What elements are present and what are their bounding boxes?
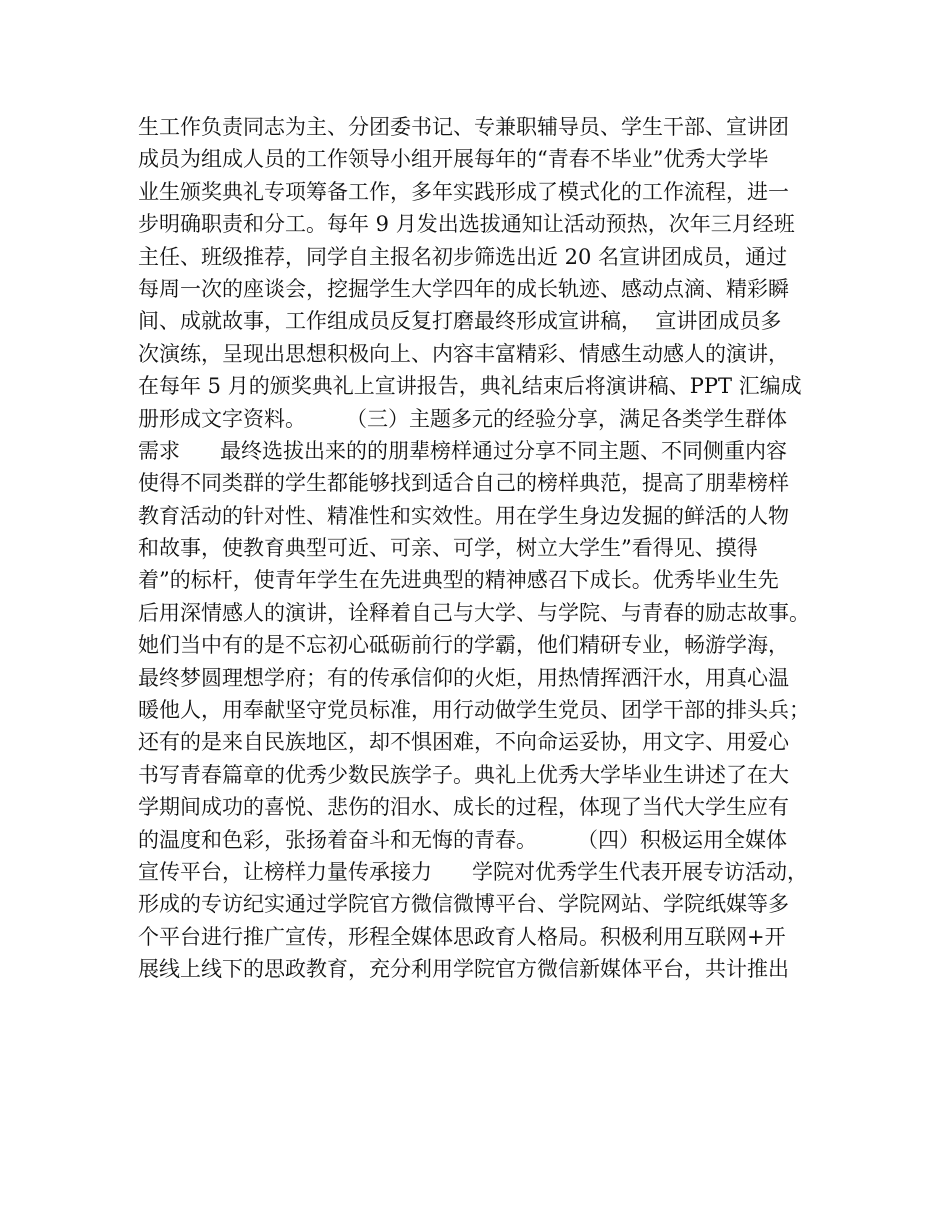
text-line: 业生颁奖典礼专项筹备工作，多年实践形成了模式化的工作流程，进一 [138, 179, 789, 204]
text-line: 的温度和色彩，张扬着奋斗和无悔的青春。 （四）积极运用全媒体 [138, 827, 788, 852]
text-line: 宣传平台，让榜样力量传承接力 学院对优秀学生代表开展专访活动， [138, 859, 809, 884]
body-text [138, 111, 828, 986]
text-line: 暖他人，用奉献坚守党员标准，用行动做学生党员、团学干部的排头兵； [138, 698, 810, 723]
text-line: 在每年 5 月的颁奖典礼上宣讲报告，典礼结束后将演讲稿、PPT 汇编成 [138, 374, 802, 399]
text-line: 每周一次的座谈会，挖掘学生大学四年的成长轨迹、感动点滴、精彩瞬 [138, 276, 789, 301]
text-line: 教育活动的针对性、精准性和实效性。用在学生身边发掘的鲜活的人物 [138, 503, 789, 528]
text-line: 着”的标杆，使青年学生在先进典型的精神感召下成长。优秀毕业生先 [138, 568, 779, 593]
text-line: 成员为组成人员的工作领导小组开展每年的“青春不毕业”优秀大学毕 [138, 147, 769, 172]
text-line: 个平台进行推广宣传，形程全媒体思政育人格局。积极利用互联网+开 [138, 924, 786, 949]
text-line: 册形成文字资料。 （三）主题多元的经验分享，满足各类学生群体 [138, 406, 788, 431]
text-line: 间、成就故事，工作组成员反复打磨最终形成宣讲稿， 宣讲团成员多 [138, 309, 782, 334]
text-line: 步明确职责和分工。每年 9 月发出选拔通知让活动预热，次年三月经班 [138, 212, 795, 237]
text-line: 使得不同类群的学生都能够找到适合自己的榜样典范，提高了朋辈榜样 [138, 471, 789, 496]
text-line: 需求 最终选拔出来的的朋辈榜样通过分享不同主题、不同侧重内容 [138, 438, 788, 463]
text-line: 还有的是来自民族地区，却不惧困难，不向命运妥协，用文字、用爱心 [138, 730, 789, 755]
text-line: 次演练，呈现出思想积极向上、内容丰富精彩、情感生动感人的演讲， [138, 341, 789, 366]
text-line: 后用深情感人的演讲，诠释着自己与大学、与学院、与青春的励志故事。 [138, 600, 810, 625]
text-line: 主任、班级推荐，同学自主报名初步筛选出近 20 名宣讲团成员，通过 [138, 244, 788, 269]
text-line: 最终梦圆理想学府；有的传承信仰的火炬，用热情挥洒汗水，用真心温 [138, 665, 789, 690]
text-line: 形成的专访纪实通过学院官方微信微博平台、学院网站、学院纸媒等多 [138, 892, 789, 917]
text-line: 她们当中有的是不忘初心砥砺前行的学霸，他们精研专业，畅游学海， [138, 633, 789, 658]
text-line: 生工作负责同志为主、分团委书记、专兼职辅导员、学生干部、宣讲团 [138, 115, 789, 139]
text-line: 和故事，使教育典型可近、可亲、可学，树立大学生”看得见、摸得 [138, 536, 758, 561]
text-line: 学期间成功的喜悦、悲伤的泪水、成长的过程，体现了当代大学生应有 [138, 795, 789, 820]
text-line: 书写青春篇章的优秀少数民族学子。典礼上优秀大学毕业生讲述了在大 [138, 762, 789, 787]
text-line: 展线上线下的思政教育，充分利用学院官方微信新媒体平台，共计推出 [138, 957, 789, 982]
